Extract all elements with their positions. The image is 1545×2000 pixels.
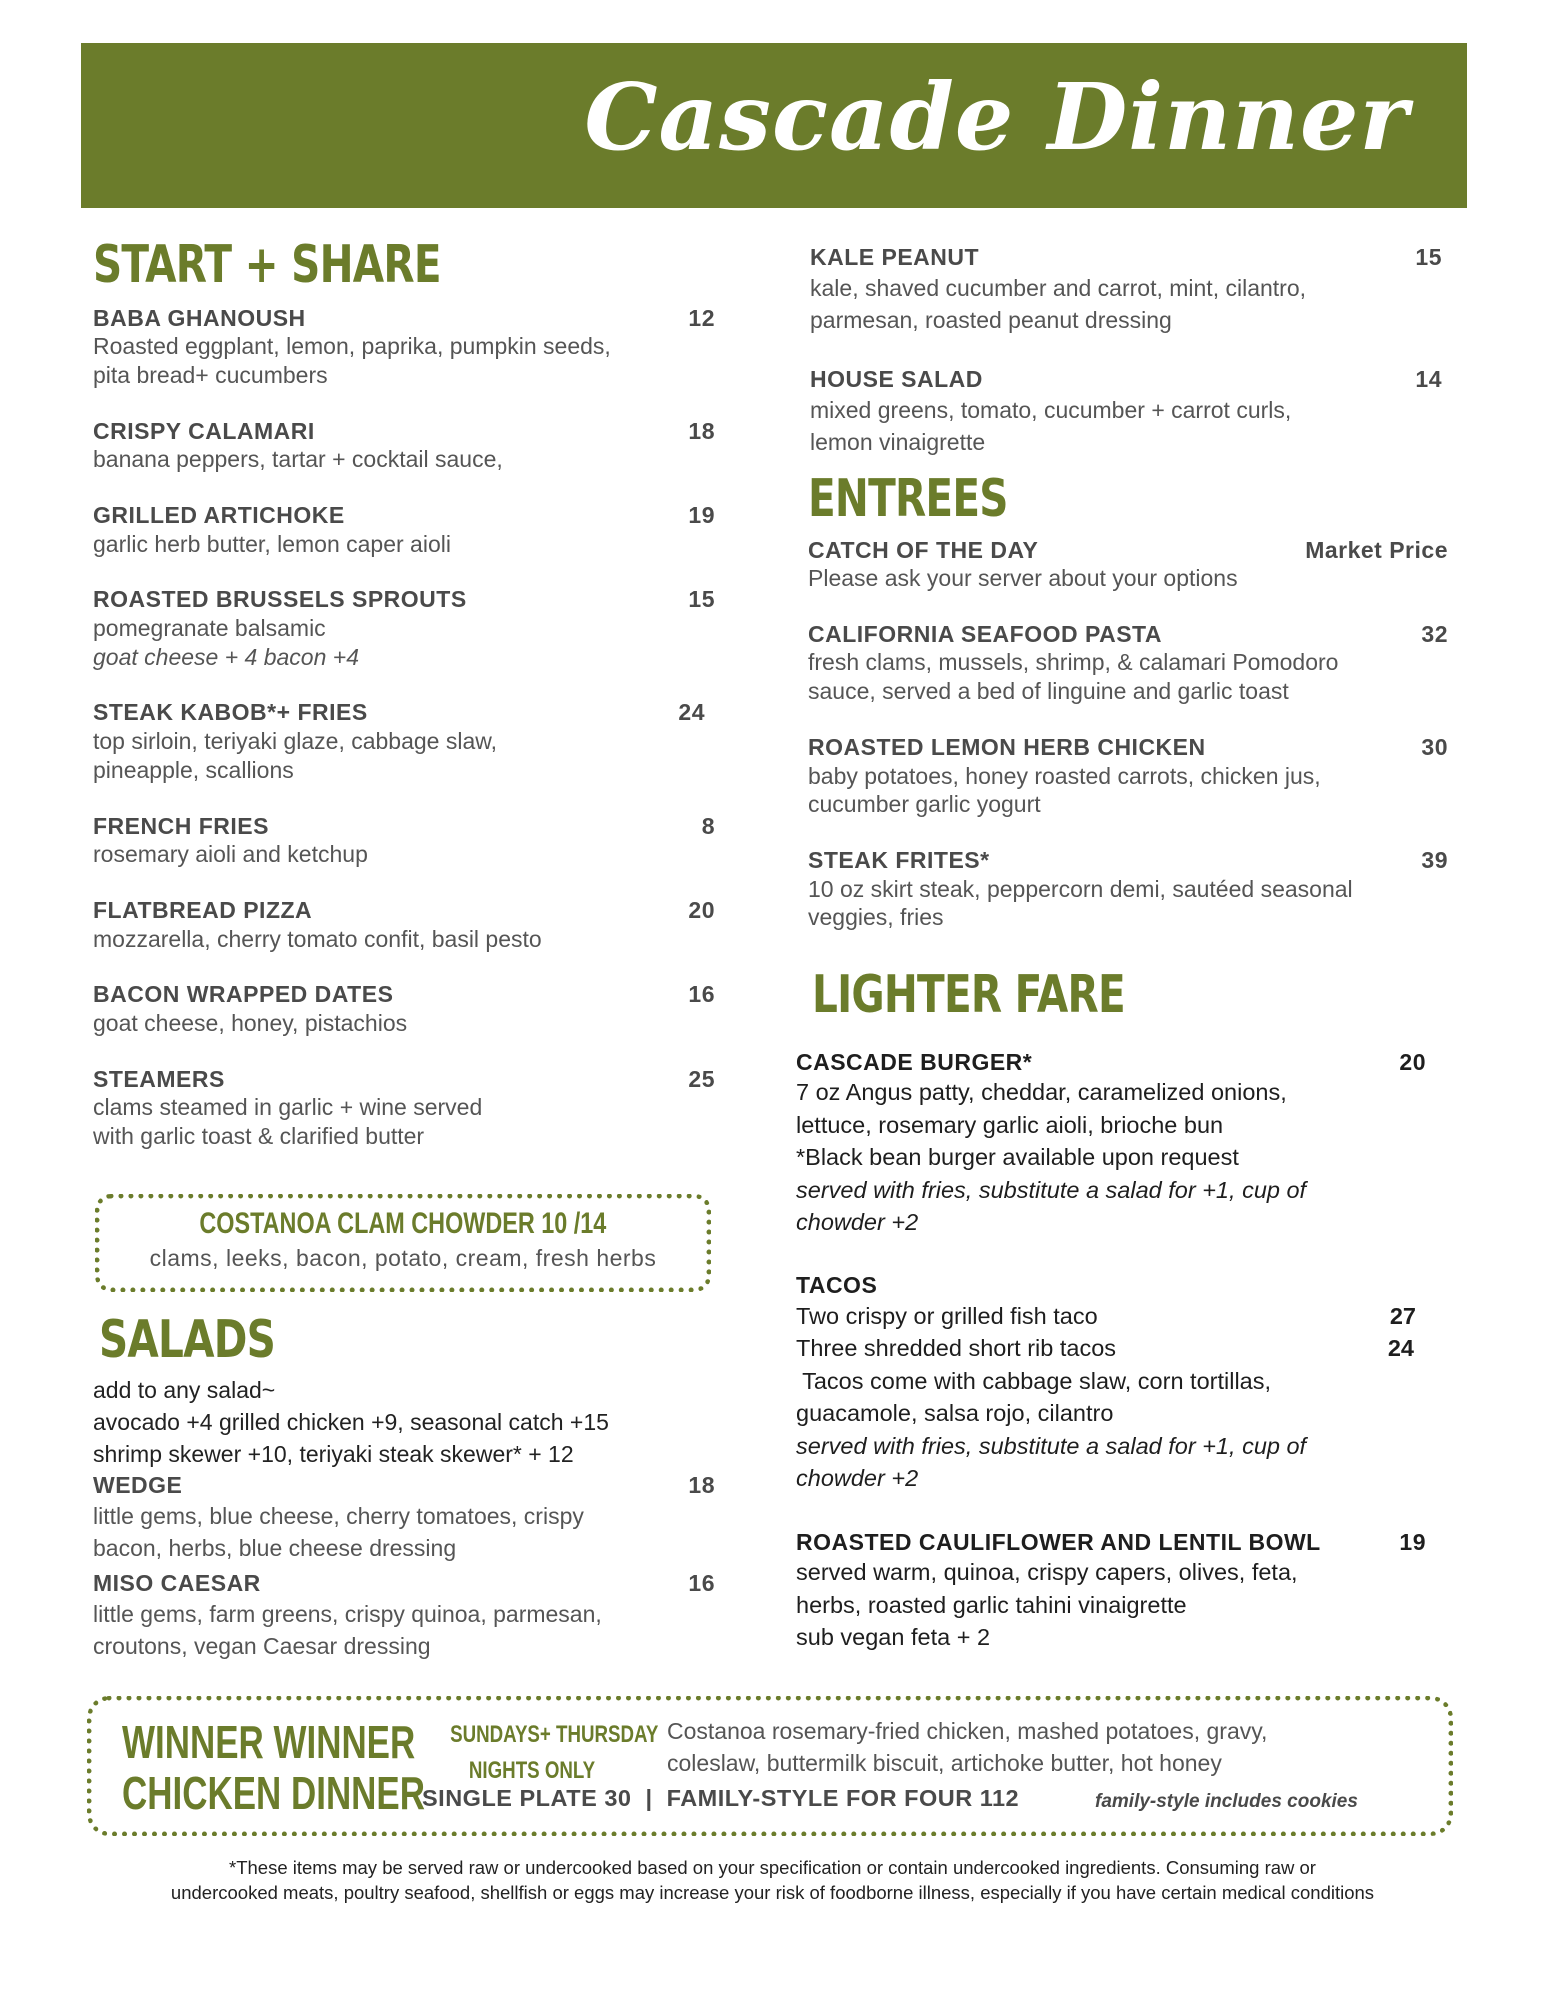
item-description: banana peppers, tartar + cocktail sauce, bbox=[93, 446, 503, 473]
footnote-disclaimer bbox=[20, 1856, 1525, 1906]
section-title-entrees: ENTREES bbox=[808, 468, 1008, 529]
item-price: 25 bbox=[688, 1065, 715, 1092]
footnote-line: *These items may be served raw or undercooked based on your specification or contain undercooked ingredients. Consuming raw or bbox=[229, 1857, 1316, 1878]
chicken-dinner-description bbox=[667, 1715, 1407, 1779]
item-description: lettuce, rosemary garlic aioli, brioche bun bbox=[796, 1111, 1224, 1138]
chicken-dinner-title bbox=[122, 1717, 425, 1818]
item-description: little gems, blue cheese, cherry tomatoes, crispy bbox=[93, 1502, 584, 1529]
menu-item bbox=[93, 1472, 715, 1564]
menu-item bbox=[93, 305, 715, 390]
chicken-dinner-note: family-style includes cookies bbox=[1095, 1791, 1358, 1812]
menu-item bbox=[810, 366, 1442, 458]
taco-option bbox=[796, 1332, 1432, 1364]
chicken-dinner-days bbox=[450, 1717, 659, 1789]
item-price: 39 bbox=[1421, 847, 1448, 874]
item-price: 16 bbox=[688, 1570, 715, 1597]
item-price: 24 bbox=[678, 699, 705, 726]
item-name: KALE PEANUT bbox=[810, 244, 980, 270]
item-price: 15 bbox=[688, 586, 715, 613]
item-description: sub vegan feta + 2 bbox=[796, 1624, 991, 1651]
item-description: served warm, quinoa, crispy capers, olives, feta, bbox=[796, 1559, 1298, 1586]
item-description: Roasted eggplant, lemon, paprika, pumpkin seeds, bbox=[93, 333, 611, 360]
item-description: top sirloin, teriyaki glaze, cabbage slaw, bbox=[93, 728, 497, 755]
salad-addon-line: shrimp skewer +10, teriyaki steak skewer* + 12 bbox=[93, 1440, 574, 1467]
item-name: BABA GHANOUSH bbox=[93, 304, 306, 331]
item-price: Market Price bbox=[1305, 536, 1448, 563]
item-description: pineapple, scallions bbox=[93, 756, 294, 783]
item-addon: goat cheese + 4 bacon +4 bbox=[93, 643, 359, 670]
item-name: ROASTED CAULIFLOWER AND LENTIL BOWL bbox=[796, 1528, 1321, 1555]
chowder-title: COSTANOA CLAM CHOWDER 10 /14 bbox=[199, 1207, 607, 1240]
item-description: lemon vinaigrette bbox=[810, 428, 986, 455]
chicken-dinner-box bbox=[87, 1696, 1453, 1836]
item-name: GRILLED ARTICHOKE bbox=[93, 502, 345, 529]
item-price: 27 bbox=[1389, 1303, 1416, 1330]
item-price: 18 bbox=[688, 1472, 715, 1499]
item-price: 8 bbox=[701, 812, 715, 839]
item-description: Tacos come with cabbage slaw, corn tortillas, bbox=[796, 1367, 1272, 1394]
item-description: kale, shaved cucumber and carrot, mint, cilantro, bbox=[810, 274, 1307, 301]
item-description: garlic herb butter, lemon caper aioli bbox=[93, 530, 451, 557]
chicken-dinner-price: SINGLE PLATE 30 | FAMILY-STYLE FOR FOUR 112 bbox=[422, 1785, 1020, 1811]
chowder-description: clams, leeks, bacon, potato, cream, fresh herbs bbox=[149, 1245, 657, 1271]
item-price: 19 bbox=[1399, 1528, 1426, 1555]
item-description: rosemary aioli and ketchup bbox=[93, 841, 368, 868]
menu-item bbox=[93, 699, 715, 784]
item-name: ROASTED BRUSSELS SPROUTS bbox=[93, 586, 467, 613]
menu-item bbox=[93, 1066, 715, 1151]
menu-item bbox=[808, 537, 1448, 593]
item-note: chowder +2 bbox=[796, 1209, 919, 1236]
menu-item bbox=[810, 244, 1442, 336]
section-title-lighter-fare: LIGHTER FARE bbox=[812, 965, 1125, 1026]
menu-item bbox=[796, 1049, 1432, 1239]
item-price: 14 bbox=[1415, 365, 1442, 392]
salad-addon-line: avocado +4 grilled chicken +9, seasonal catch +15 bbox=[93, 1408, 609, 1435]
item-description: with garlic toast & clarified butter bbox=[93, 1122, 425, 1149]
item-description: 10 oz skirt steak, peppercorn demi, sautéed seasonal bbox=[808, 875, 1353, 902]
item-name: WEDGE bbox=[93, 1472, 183, 1499]
taco-option-label: Three shredded short rib tacos bbox=[796, 1335, 1117, 1362]
item-name: STEAMERS bbox=[93, 1065, 225, 1092]
item-price: 20 bbox=[1399, 1048, 1426, 1075]
menu-title: Cascade Dinner bbox=[584, 63, 1409, 171]
salads-section bbox=[93, 1310, 715, 1668]
menu-item bbox=[808, 734, 1448, 819]
item-name: BACON WRAPPED DATES bbox=[93, 981, 394, 1008]
item-name: ROASTED LEMON HERB CHICKEN bbox=[808, 733, 1206, 760]
item-description: sauce, served a bed of linguine and garlic toast bbox=[808, 678, 1289, 705]
chicken-dinner-title-line: CHICKEN DINNER bbox=[122, 1766, 426, 1819]
item-description: Please ask your server about your options bbox=[808, 565, 1238, 592]
item-description: cucumber garlic yogurt bbox=[808, 791, 1041, 818]
item-description: guacamole, salsa rojo, cilantro bbox=[796, 1400, 1114, 1427]
item-description: parmesan, roasted peanut dressing bbox=[810, 306, 1172, 333]
item-note: served with fries, substitute a salad for +1, cup of bbox=[796, 1176, 1307, 1203]
header-banner bbox=[81, 43, 1467, 208]
chicken-dinner-desc-line: Costanoa rosemary-fried chicken, mashed potatoes, gravy, bbox=[667, 1718, 1268, 1744]
right-column bbox=[796, 244, 1448, 1681]
taco-option-label: Two crispy or grilled fish taco bbox=[796, 1303, 1098, 1330]
item-name: CALIFORNIA SEAFOOD PASTA bbox=[808, 620, 1163, 647]
chicken-dinner-desc-line: coleslaw, buttermilk biscuit, artichoke butter, hot honey bbox=[667, 1750, 1222, 1777]
menu-item bbox=[808, 847, 1448, 932]
item-name: FLATBREAD PIZZA bbox=[93, 896, 313, 923]
item-description: veggies, fries bbox=[808, 904, 944, 931]
item-price: 15 bbox=[1415, 244, 1442, 270]
item-description: pomegranate balsamic bbox=[93, 614, 326, 641]
item-name: CATCH OF THE DAY bbox=[808, 536, 1039, 563]
item-name: STEAK FRITES* bbox=[808, 847, 990, 874]
item-name: CASCADE BURGER* bbox=[796, 1048, 1033, 1075]
menu-item bbox=[93, 418, 715, 474]
start-share-section bbox=[93, 235, 715, 1179]
chowder-box bbox=[95, 1194, 711, 1292]
item-name: CRISPY CALAMARI bbox=[93, 417, 315, 444]
section-title-start-share: START + SHARE bbox=[93, 235, 441, 295]
item-description: herbs, roasted garlic tahini vinaigrette bbox=[796, 1591, 1187, 1618]
item-price: 12 bbox=[688, 304, 715, 331]
item-price: 30 bbox=[1421, 733, 1448, 760]
chicken-dinner-title-line: WINNER WINNER bbox=[122, 1716, 416, 1768]
item-name: HOUSE SALAD bbox=[810, 365, 983, 392]
footnote-line: undercooked meats, poultry seafood, shellfish or eggs may increase your risk of foodborne illness, especially if you have certain medical conditions bbox=[170, 1881, 1375, 1903]
item-price: 18 bbox=[688, 417, 715, 444]
menu-item bbox=[796, 1529, 1432, 1654]
item-description: little gems, farm greens, crispy quinoa, parmesan, bbox=[93, 1600, 602, 1627]
menu-item bbox=[93, 897, 715, 953]
menu-item bbox=[93, 586, 715, 671]
item-description: baby potatoes, honey roasted carrots, chicken jus, bbox=[808, 762, 1321, 789]
taco-option bbox=[796, 1300, 1432, 1332]
salad-addon-line: add to any salad~ bbox=[93, 1376, 276, 1403]
item-description: clams steamed in garlic + wine served bbox=[93, 1094, 483, 1121]
item-name: TACOS bbox=[796, 1272, 878, 1299]
salad-addons bbox=[93, 1374, 715, 1471]
lighter-fare-section bbox=[796, 1049, 1432, 1654]
menu-item bbox=[93, 981, 715, 1037]
item-description: pita bread+ cucumbers bbox=[93, 361, 328, 388]
item-name: FRENCH FRIES bbox=[93, 812, 269, 839]
menu-item bbox=[93, 502, 715, 558]
section-title-salads: SALADS bbox=[99, 1310, 276, 1370]
item-note: served with fries, substitute a salad for +1, cup of bbox=[796, 1432, 1307, 1459]
item-description: mozzarella, cherry tomato confit, basil pesto bbox=[93, 925, 542, 952]
menu-item bbox=[808, 621, 1448, 706]
item-description: mixed greens, tomato, cucumber + carrot curls, bbox=[810, 396, 1292, 423]
chicken-dinner-days-line: SUNDAYS+ THURSDAY bbox=[450, 1721, 659, 1748]
item-price: 24 bbox=[1387, 1335, 1414, 1362]
menu-item bbox=[796, 1272, 1432, 1494]
item-description: *Black bean burger available upon request bbox=[796, 1144, 1239, 1171]
menu-item bbox=[93, 813, 715, 869]
chicken-dinner-days-line: NIGHTS ONLY bbox=[468, 1757, 596, 1784]
item-description: fresh clams, mussels, shrimp, & calamari Pomodoro bbox=[808, 649, 1339, 676]
item-note: chowder +2 bbox=[796, 1465, 919, 1492]
menu-item bbox=[93, 1570, 715, 1662]
item-price: 20 bbox=[688, 896, 715, 923]
item-description: 7 oz Angus patty, cheddar, caramelized onions, bbox=[796, 1079, 1287, 1106]
item-price: 19 bbox=[688, 502, 715, 529]
item-price: 32 bbox=[1421, 620, 1448, 647]
item-description: goat cheese, honey, pistachios bbox=[93, 1009, 408, 1036]
item-description: croutons, vegan Caesar dressing bbox=[93, 1632, 431, 1659]
item-name: MISO CAESAR bbox=[93, 1570, 261, 1597]
item-name: STEAK KABOB*+ FRIES bbox=[93, 699, 368, 726]
item-price: 16 bbox=[688, 981, 715, 1008]
item-description: bacon, herbs, blue cheese dressing bbox=[93, 1534, 457, 1561]
